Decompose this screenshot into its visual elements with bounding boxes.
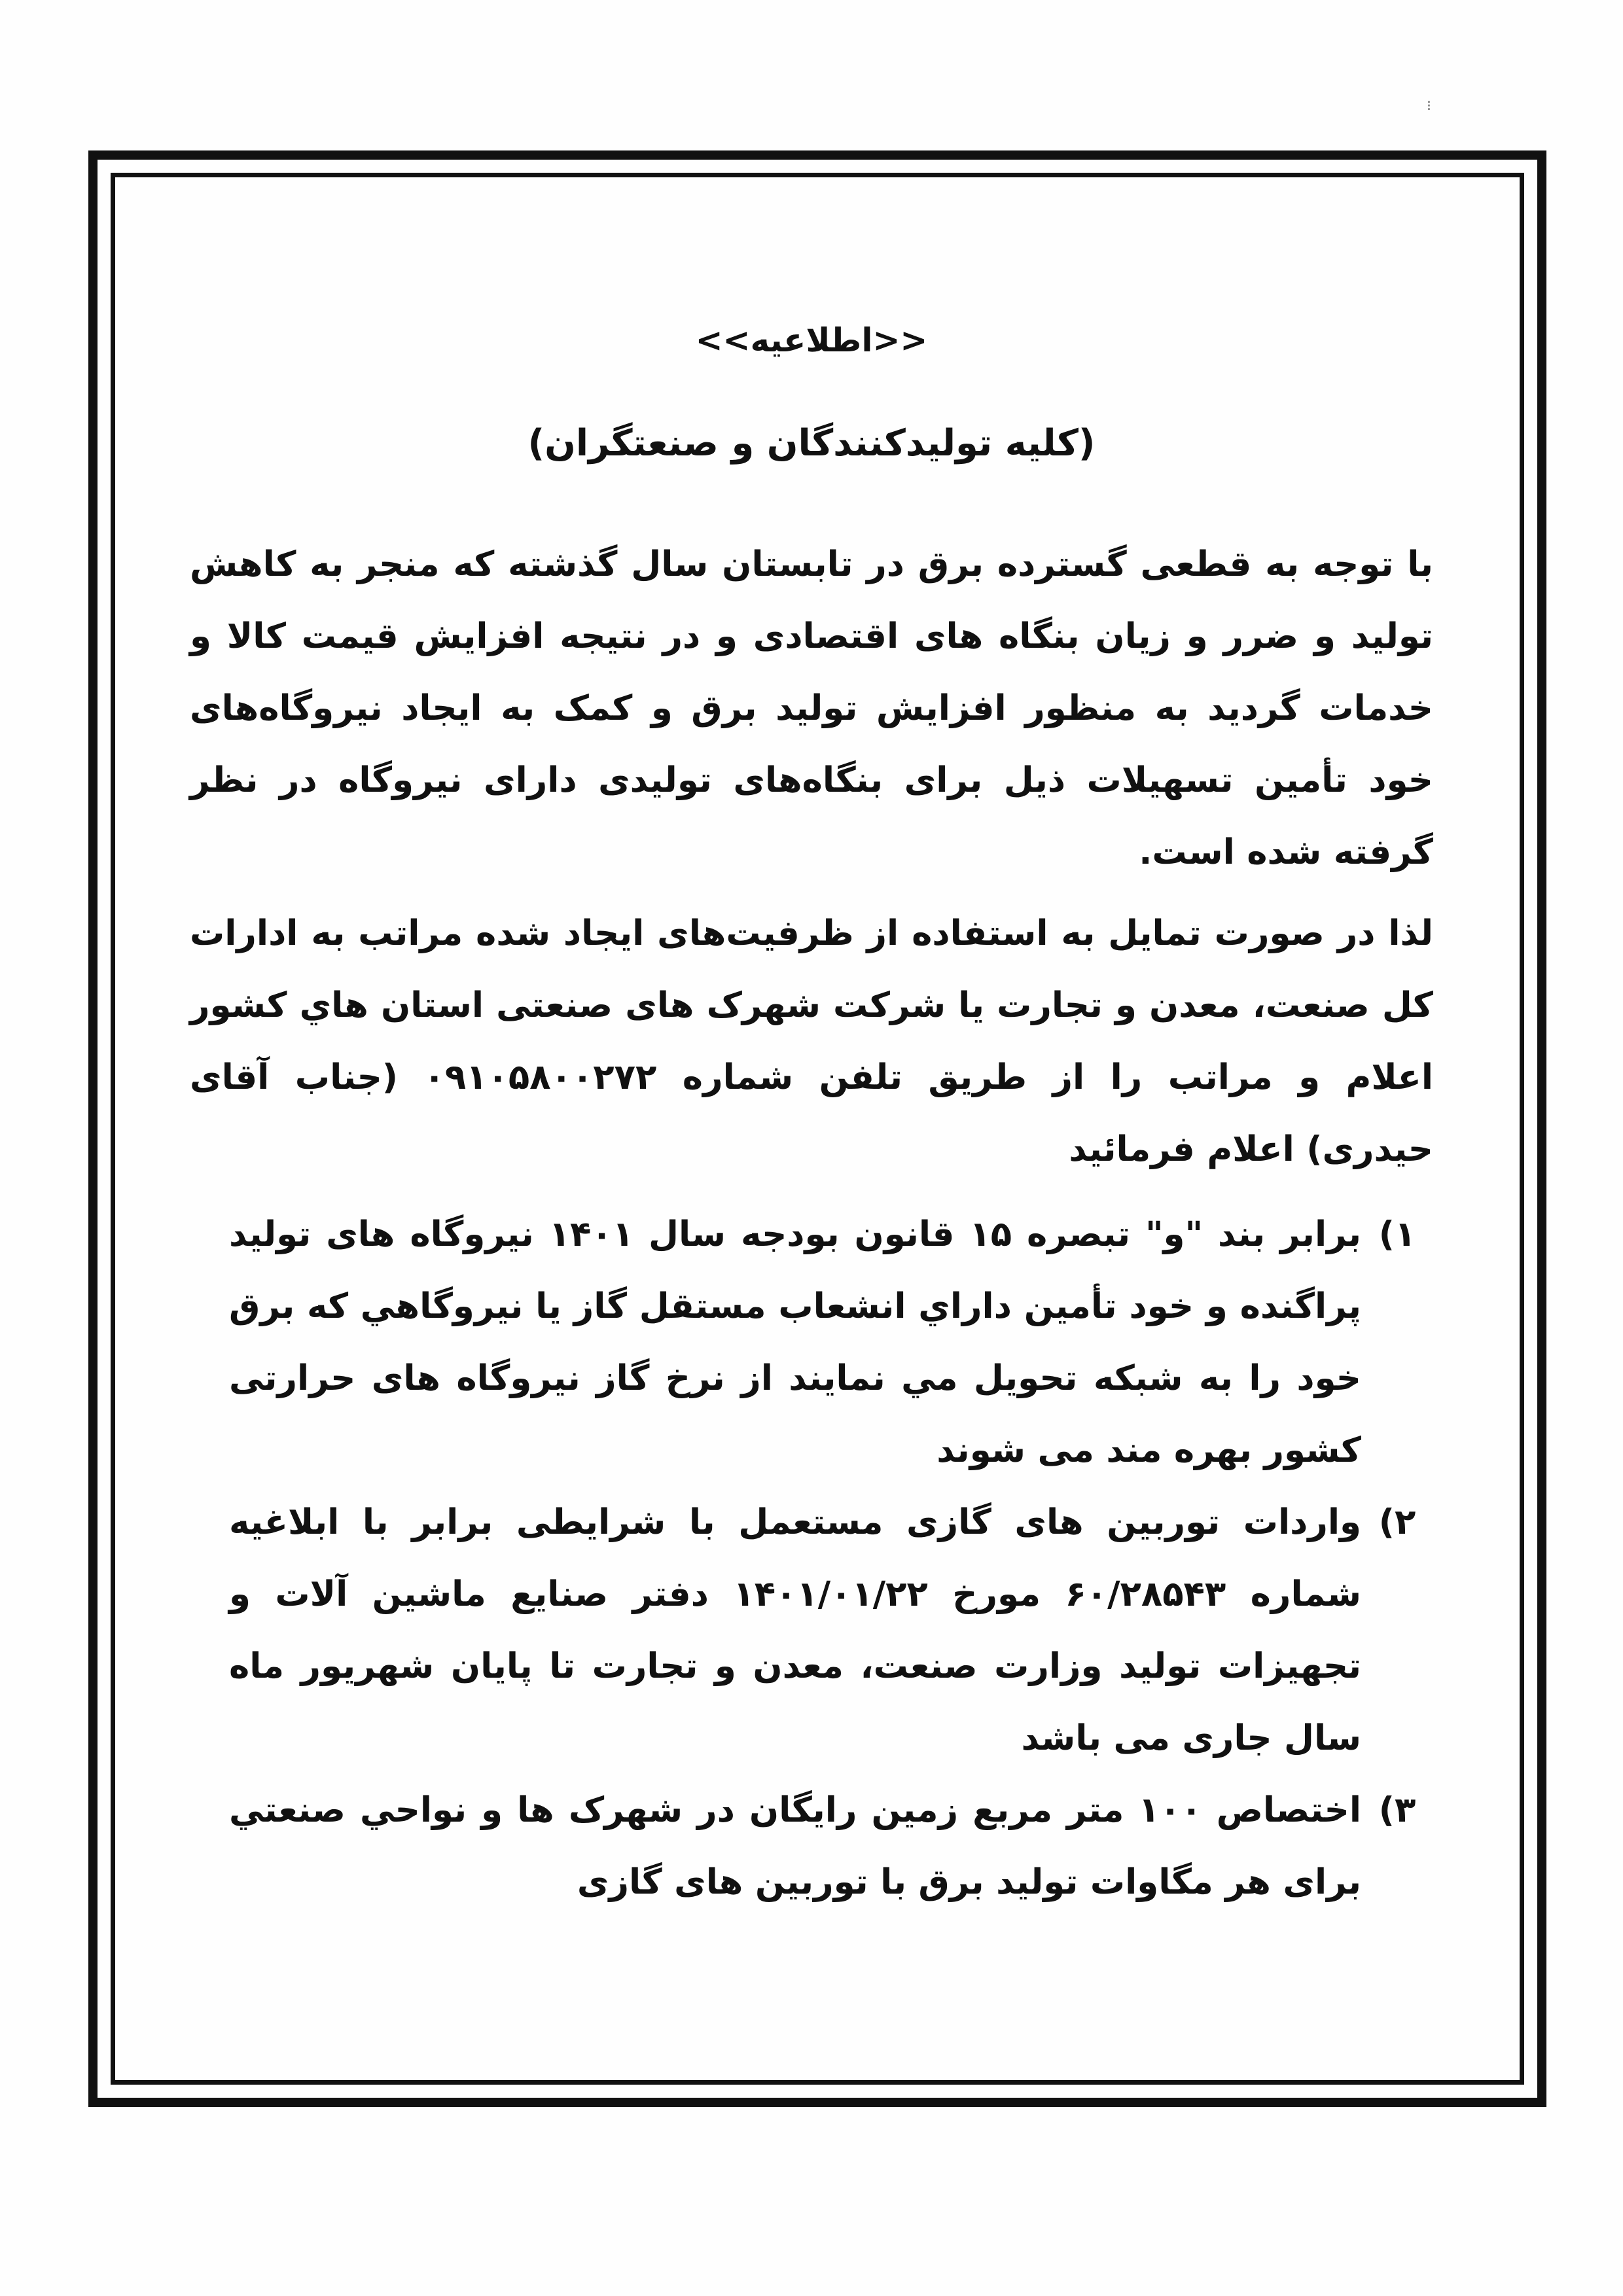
notice-body: [190, 275, 1433, 1918]
list-item-text: واردات توربین های گازی مستعمل با شرایطی برابر با ابلاغیه شماره ۶۰/۲۸۵۴۳ مورخ ۱۴۰۱/۰۱/۲۲ دفتر صنایع ماشین آلات و تجهیزات تولید وزارت صنعت، معدن و تجارت تا پایان شهریور ماه سال جاری می باشد: [229, 1502, 1362, 1758]
list-item-text: برابر بند "و" تبصره ۱۵ قانون بودجه سال ۱۴۰۱ نیروگاه های تولید پراگنده و خود تأمین داراي انشعاب مستقل گاز یا نیروگاهي که برق خود را به شبکه تحویل مي نمایند از نرخ گاز نیروگاه های حرارتی کشور بهره مند می شوند: [229, 1214, 1361, 1470]
list-item: [190, 1775, 1433, 1918]
paragraph-intro: با توجه به قطعی گسترده برق در تابستان سال گذشته که منجر به کاهش تولید و ضرر و زیان بنگاه های اقتصادی و در نتیجه افزایش قیمت کالا و خدمات گردید به منظور افزایش تولید برق و کمک به ایجاد نیروگاه‌های خود تأمین تسهیلات ذیل برای بنگاه‌های تولیدی دارای نیروگاه در نظر گرفته شده است.: [190, 544, 1433, 872]
list-item: [190, 1199, 1433, 1487]
list-item-text: اختصاص ۱۰۰ متر مربع زمین رایگان در شهرک ها و نواحي صنعتي برای هر مگاوات تولید برق با توربین های گازی: [229, 1790, 1361, 1902]
notice-subtitle: (کلیه تولیدکنندگان و صنعتگران): [527, 422, 1096, 465]
list-item-number: ۳): [1378, 1790, 1416, 1830]
notice-title: <<اطلاعیه>>: [695, 321, 928, 359]
list-item-number: ۱): [1378, 1214, 1416, 1254]
paragraph-contact: لذا در صورت تمایل به استفاده از ظرفیت‌های ایجاد شده مراتب به ادارات کل صنعت، معدن و تجارت یا شرکت شهرک های صنعتی استان هاي کشور اعلام و مراتب را از طریق تلفن شماره ۰۹۱۰۵۸۰۰۲۷۲ (جناب آقای حیدری) اعلام فرمائید: [190, 913, 1433, 1169]
facilities-list: [190, 1199, 1433, 1918]
list-item: [190, 1487, 1433, 1775]
list-item-number: ۲): [1378, 1502, 1416, 1542]
scan-speck: ⁝: [1427, 98, 1431, 115]
